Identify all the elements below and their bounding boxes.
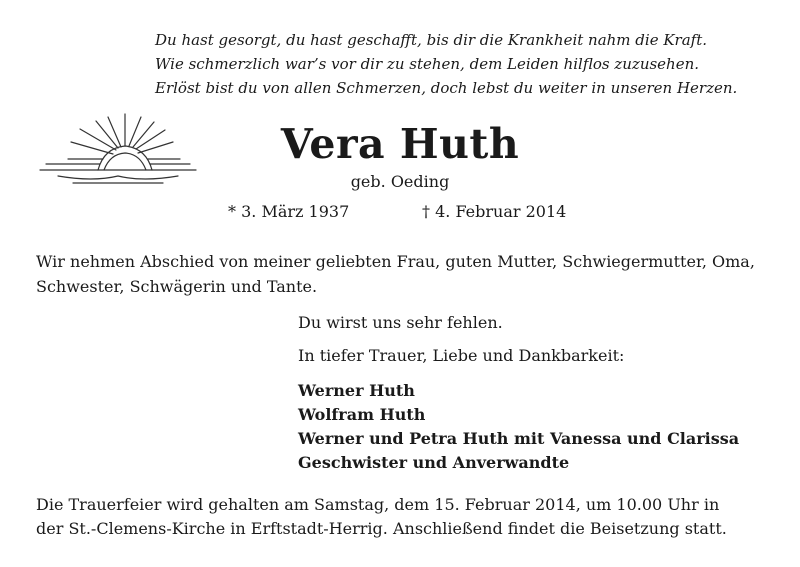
deceased-name: Vera Huth [280,120,520,168]
poem-line: Du hast gesorgt, du hast geschafft, bis dir die Krankheit nahm die Kraft. [155,31,708,49]
poem-line: Wie schmerzlich war’s vor dir zu stehen, dem Leiden hilflos zuzusehen. [155,55,700,73]
funeral-line: Die Trauerfeier wird gehalten am Samstag, dem 15. Februar 2014, um 10.00 Uhr in [36,495,720,514]
mourning-text: In tiefer Trauer, Liebe und Dankbarkeit: [298,346,625,365]
funeral-line: der St.-Clemens-Kirche in Erftstadt-Herrig. Anschließend findet die Beisetzung statt. [36,519,727,538]
funeral-notice [36,493,776,541]
poem [155,28,775,100]
miss-text: Du wirst uns sehr fehlen. [298,313,503,332]
family-member: Geschwister und Anverwandte [298,453,570,472]
birth-date: * 3. März 1937 [228,202,350,221]
maiden-name: geb. Oeding [350,172,450,191]
family-member: Werner Huth [298,381,415,400]
family-list [298,379,739,475]
family-member: Wolfram Huth [298,405,426,424]
death-date: † 4. Februar 2014 [422,202,567,221]
family-member: Werner und Petra Huth mit Vanessa und Clarissa [298,429,740,448]
farewell-text: Wir nehmen Abschied von meiner geliebten Frau, guten Mutter, Schwiegermutter, Oma, Schwester, Schwägerin und Tante. [36,252,755,296]
poem-line: Erlöst bist du von allen Schmerzen, doch lebst du weiter in unseren Herzen. [155,79,738,97]
